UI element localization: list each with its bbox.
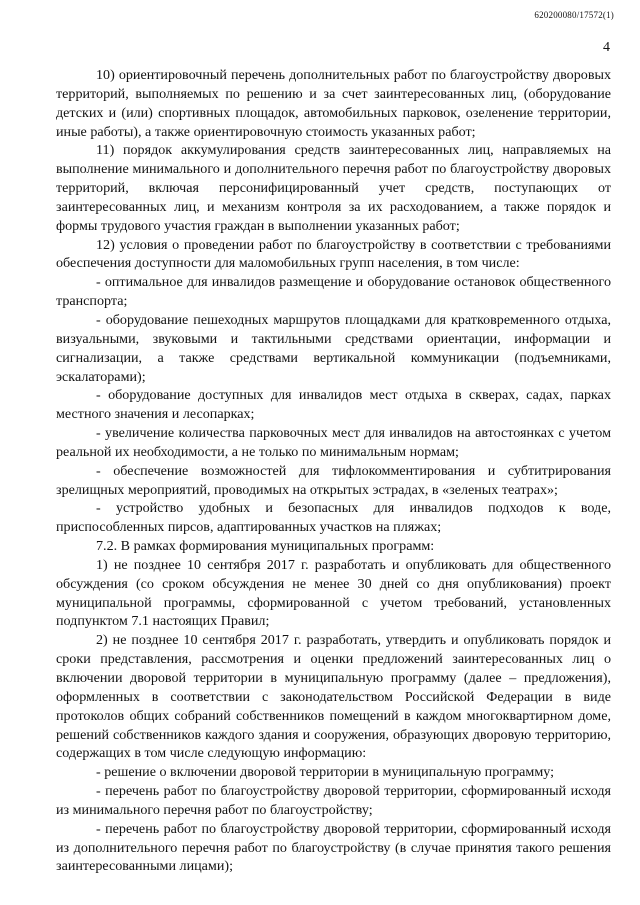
document-body: [56, 66, 611, 876]
document-id: 620200080/17572(1): [534, 10, 614, 20]
list-item: - оборудование пешеходных маршрутов площадками для кратковременного отдыха, визуальными, звуковыми и тактильными средствами ориентации, информации и сигнализации, а также средствами вертикальной коммуникации (подъемниками, эскалаторами);: [56, 311, 611, 385]
list-item: - решение о включении дворовой территории в муниципальную программу;: [96, 764, 555, 781]
list-item: - перечень работ по благоустройству дворовой территории, сформированный исходя из дополнительного перечня работ по благоустройству (в случае принятия такого решения заинтересованными лицами);: [56, 820, 611, 875]
list-item: - перечень работ по благоустройству дворовой территории, сформированный исходя из минимального перечня работ по благоустройству;: [56, 783, 611, 818]
list-item: - оборудование доступных для инвалидов мест отдыха в скверах, садах, парках местного значения и лесопарках;: [56, 387, 611, 423]
paragraph-item-10: 10) ориентировочный перечень дополнительных работ по благоустройству дворовых территорий, выполняемых по решению и за счет заинтересованных лиц, (оборудование детских и (или) спортивных площадок, автомобильных парковок, озеленение территории, иные работы), а также ориентировочную стоимость указанных работ;: [56, 67, 611, 140]
paragraph-item-11: 11) порядок аккумулирования средств заинтересованных лиц, направляемых на выполнение минимального и дополнительного перечня работ по благоустройству дворовых территорий, включая персонифицированный учет средств, поступающих от заинтересованных лиц, и механизм контроля за их расходованием, а также порядок и формы трудового участия граждан в выполнении указанных работ;: [56, 142, 611, 234]
page-number: 4: [603, 40, 610, 55]
paragraph-item-1: 1) не позднее 10 сентября 2017 г. разработать и опубликовать для общественного обсуждения (со сроком обсуждения не менее 30 дней со дня опубликования) проект муниципальной программы, сформированной с учетом требований, установленных подпунктом 7.1 настоящих Правил;: [56, 556, 611, 630]
paragraph-item-2: 2) не позднее 10 сентября 2017 г. разработать, утвердить и опубликовать порядок и сроки представления, рассмотрения и оценки предложений заинтересованных лиц о включении дворовой территории в муниципальную программу (далее – предложения), оформленных в соответствии с законодательством Российской Федерации в виде протоколов общих собраний собственников помещений в каждом многоквартирном доме, решений собственников каждого здания и сооружения, образующих дворовую территорию, содержащих в том числе следующую информацию:: [56, 632, 611, 762]
list-item: - устройство удобных и безопасных для инвалидов подходов к воде, приспособленных пирсов, адаптированных участков на пляжах;: [56, 500, 611, 536]
list-item: - оптимальное для инвалидов размещение и оборудование остановок общественного транспорта;: [56, 274, 611, 310]
paragraph-item-12: 12) условия о проведении работ по благоустройству в соответствии с требованиями обеспечения доступности для маломобильных групп населения, в том числе:: [56, 236, 611, 272]
list-item: - обеспечение возможностей для тифлокомментирования и субтитрирования зрелищных мероприятий, проводимых на открытых эстрадах, в «зеленых театрах»;: [56, 462, 611, 498]
section-heading-7-2: 7.2. В рамках формирования муниципальных программ:: [96, 538, 435, 555]
list-item: - увеличение количества парковочных мест для инвалидов на автостоянках с учетом реальной их необходимости, а не только по минимальным нормам;: [56, 425, 611, 460]
